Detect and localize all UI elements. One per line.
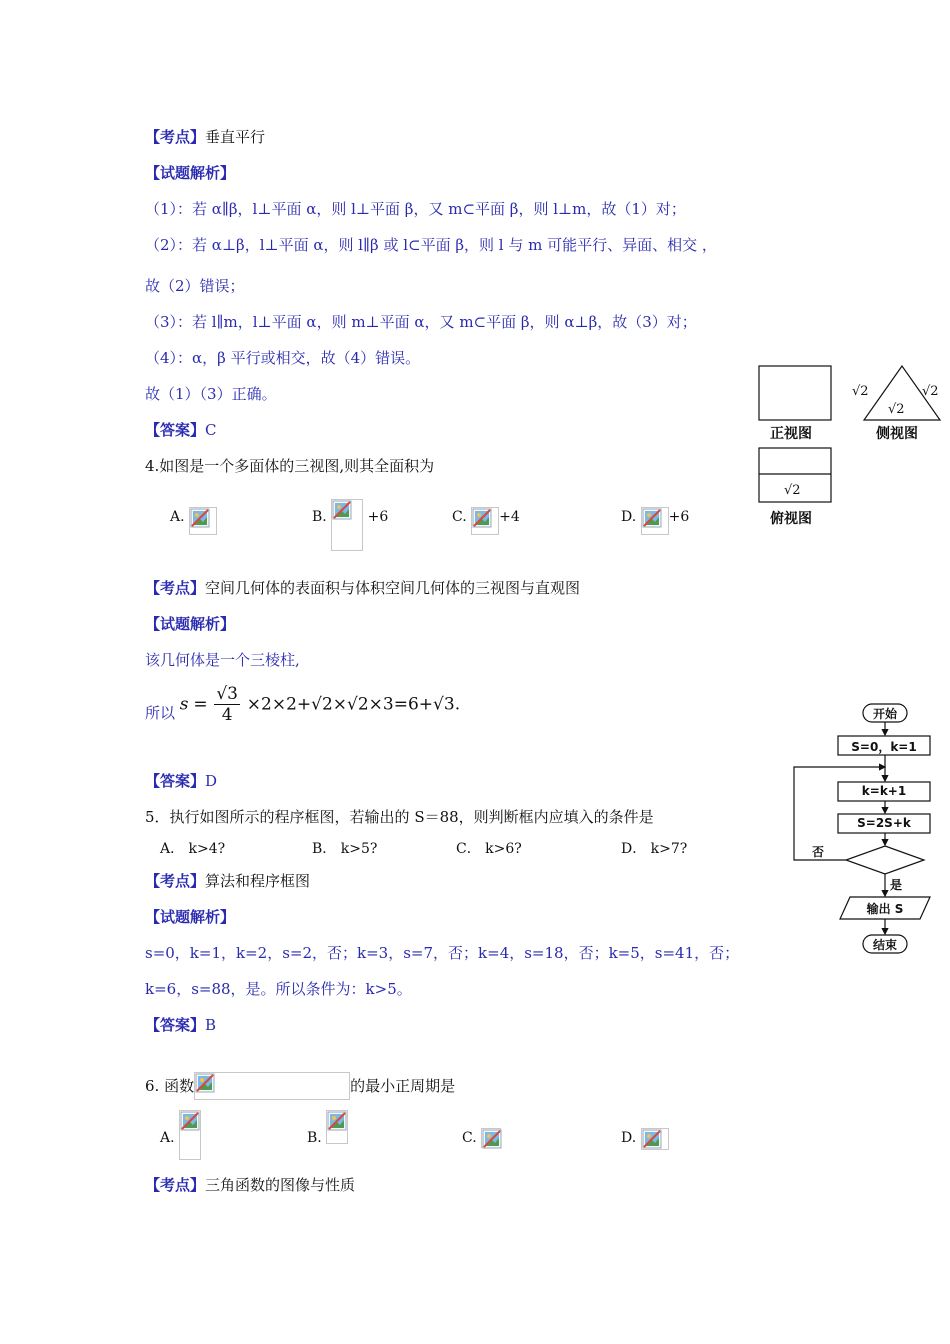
option-label: A. xyxy=(170,509,185,525)
kaodian-text: 空间几何体的表面积与体积空间几何体的三视图与直观图 xyxy=(205,579,581,597)
q4-option-d[interactable] xyxy=(621,507,689,535)
option-label: D. xyxy=(621,509,637,525)
kaodian-text: 垂直平行 xyxy=(205,128,266,146)
solution-line-6: 故（1）（3）正确。 xyxy=(145,385,277,403)
side-base-sqrt2: √2 xyxy=(888,402,905,417)
solution-line-2: （2）：若 α⊥β，l⊥平面 α，则 l∥β 或 l⊂平面 β，则 l 与 m 可能平行、异面、相交 ， xyxy=(145,236,717,254)
question-suffix: 的最小正周期是 xyxy=(350,1077,456,1095)
side-view-label: 侧视图 xyxy=(876,426,918,442)
solution-line-3: 故（2）错误； xyxy=(145,277,245,295)
option-suffix: +6 xyxy=(367,509,389,525)
q4-option-b[interactable] xyxy=(312,507,388,551)
broken-image-icon xyxy=(179,1110,201,1160)
answer-row-5 xyxy=(145,1015,216,1035)
option-label: A. xyxy=(160,1130,175,1146)
answer-label: 【答案】 xyxy=(145,772,206,790)
kaodian-row-6 xyxy=(145,1175,355,1195)
front-view-label: 正视图 xyxy=(770,426,812,442)
surface-area-formula xyxy=(145,684,460,740)
flow-init-label: S=0，k=1 xyxy=(851,740,917,754)
flow-end-label: 结束 xyxy=(872,938,897,952)
broken-image-icon xyxy=(641,1128,669,1150)
q5-option-a[interactable]: A． k>4? xyxy=(160,841,226,857)
flow-yes-label: 是 xyxy=(890,878,903,892)
formula-eq: = xyxy=(193,694,208,715)
solution-line-1: （1）：若 α∥β，l⊥平面 α，则 l⊥平面 β，又 m⊂平面 β，则 l⊥m，故（1）对； xyxy=(145,200,686,218)
option-label: D. xyxy=(621,1130,637,1146)
flow-update-label: S=2S+k xyxy=(857,816,911,830)
fraction-numerator: √3 xyxy=(216,684,238,704)
kaodian-row-5 xyxy=(145,871,310,891)
q6-option-d[interactable] xyxy=(621,1128,669,1150)
jiexi-label: 【试题解析】 xyxy=(145,164,236,182)
question-5: 5．执行如图所示的程序框图，若输出的 S＝88，则判断框内应填入的条件是 xyxy=(145,808,654,826)
kaodian-label: 【考点】 xyxy=(145,872,206,890)
jiexi-line-2: k=6，s=88，是。所以条件为：k>5。 xyxy=(145,980,412,998)
kaodian-text: 三角函数的图像与性质 xyxy=(205,1176,356,1194)
answer-text: D xyxy=(205,772,218,790)
jiexi-line-1: s=0，k=1，k=2，s=2，否；k=3，s=7，否；k=4，s=18，否；k=5，s=41，否； xyxy=(145,944,740,962)
kaodian-label: 【考点】 xyxy=(145,1176,206,1194)
answer-text: C xyxy=(205,421,217,439)
option-suffix: +6 xyxy=(668,509,690,525)
q5-option-b[interactable]: B． k>5? xyxy=(312,841,378,857)
answer-label: 【答案】 xyxy=(145,1016,206,1034)
top-sqrt2: √2 xyxy=(784,483,801,498)
q4-option-a[interactable] xyxy=(170,507,217,535)
decision-node xyxy=(846,846,924,874)
broken-image-icon xyxy=(331,499,363,551)
broken-image-icon xyxy=(481,1128,501,1148)
broken-image-icon xyxy=(471,507,499,535)
jiexi-label: 【试题解析】 xyxy=(145,908,236,926)
formula-s: s xyxy=(179,694,189,715)
question-4: 4.如图是一个多面体的三视图,则其全面积为 xyxy=(145,457,435,475)
kaodian-row-4 xyxy=(145,578,580,598)
top-view-label: 俯视图 xyxy=(770,511,812,527)
answer-text: B xyxy=(205,1016,217,1034)
solution-line-4: （3）：若 l∥m，l⊥平面 α，则 m⊥平面 α，又 m⊂平面 β，则 α⊥β，故（3）对； xyxy=(145,313,697,331)
formula-rest: ×2×2+√2×√2×3=6+√3. xyxy=(246,694,461,715)
q5-option-c[interactable]: C． k>6? xyxy=(456,841,522,857)
front-view-rect xyxy=(759,366,831,420)
answer-row-3 xyxy=(145,420,217,440)
formula-fraction xyxy=(214,684,240,725)
option-label: C. xyxy=(462,1130,477,1146)
broken-image-icon xyxy=(194,1072,350,1100)
broken-image-icon xyxy=(189,507,217,535)
option-suffix: +4 xyxy=(499,509,520,525)
q6-option-a[interactable] xyxy=(160,1128,201,1160)
flow-increment-label: k=k+1 xyxy=(861,784,907,798)
flow-start-label: 开始 xyxy=(872,707,897,721)
option-label: B. xyxy=(307,1130,322,1146)
formula-prefix: 所以 xyxy=(145,704,176,722)
option-label: B. xyxy=(312,509,327,525)
flow-no-label: 否 xyxy=(812,845,825,859)
flowchart-figure xyxy=(790,700,940,958)
option-label: C. xyxy=(452,509,467,525)
solution-line-5: （4）：α，β 平行或相交，故（4）错误。 xyxy=(145,349,421,367)
answer-row-4 xyxy=(145,771,217,791)
jiexi-label: 【试题解析】 xyxy=(145,615,236,633)
question-prefix: 6. 函数 xyxy=(145,1077,195,1095)
answer-label: 【答案】 xyxy=(145,421,206,439)
side-left-sqrt2: √2 xyxy=(852,384,869,399)
side-right-sqrt2: √2 xyxy=(922,384,939,399)
fraction-denominator: 4 xyxy=(221,705,233,725)
broken-image-icon xyxy=(641,507,669,535)
three-view-figure xyxy=(752,360,948,532)
kaodian-label: 【考点】 xyxy=(145,579,206,597)
broken-image-icon xyxy=(326,1110,348,1144)
q6-option-b[interactable] xyxy=(307,1128,348,1148)
flow-output-label: 输出 S xyxy=(866,902,904,916)
q5-option-d[interactable]: D． k>7? xyxy=(621,841,688,857)
q6-option-c[interactable] xyxy=(462,1128,501,1148)
kaodian-text: 算法和程序框图 xyxy=(205,872,311,890)
kaodian-row-3 xyxy=(145,127,265,147)
kaodian-label: 【考点】 xyxy=(145,128,206,146)
q4-option-c[interactable] xyxy=(452,507,520,535)
question-6 xyxy=(145,1076,455,1100)
jiexi-line-1: 该几何体是一个三棱柱, xyxy=(145,651,300,669)
